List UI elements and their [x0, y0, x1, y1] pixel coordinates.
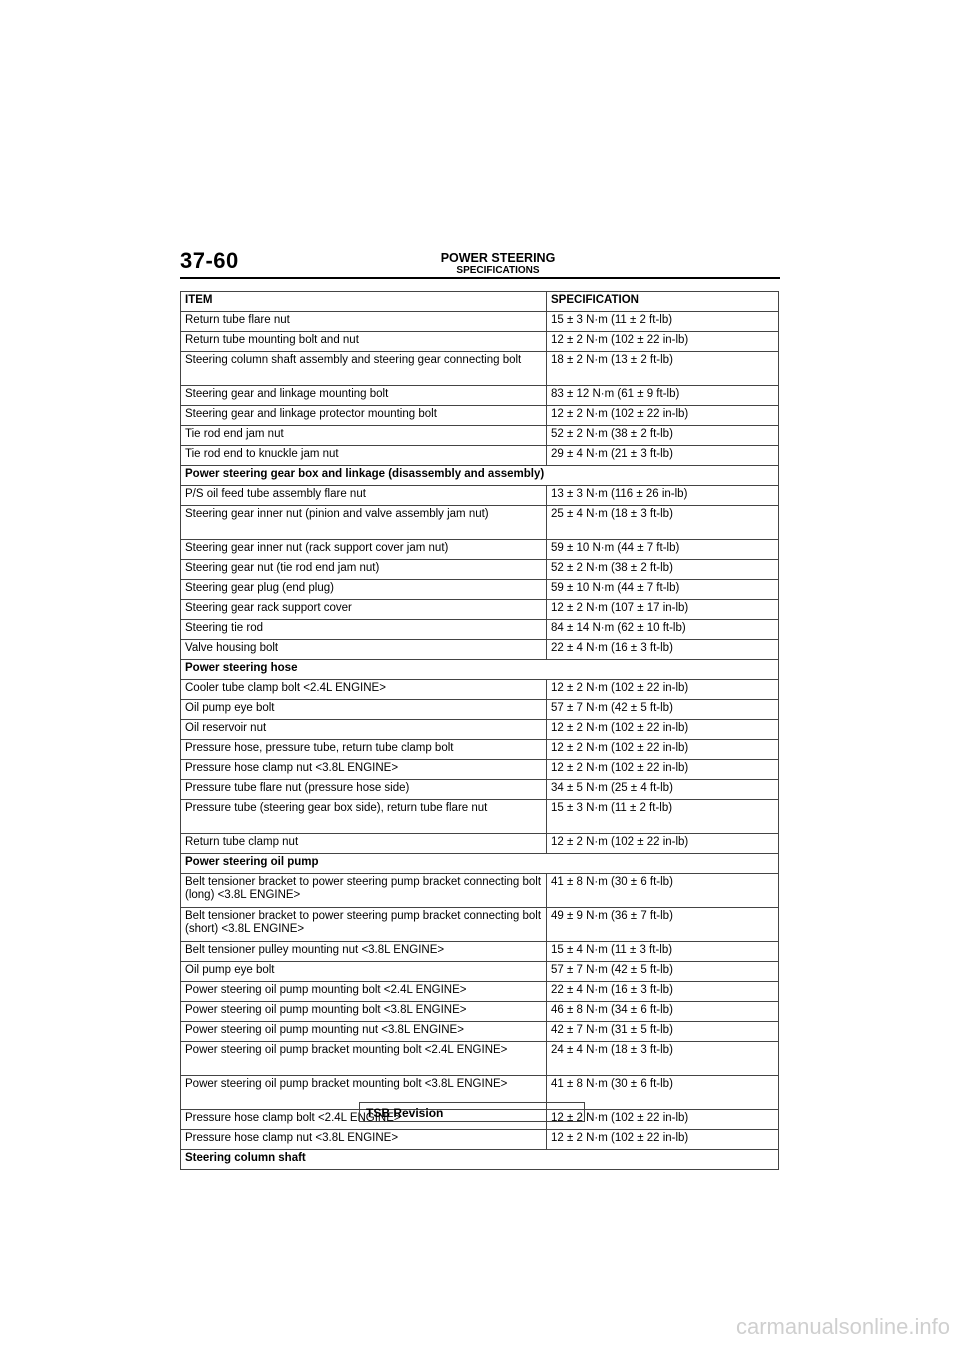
table-row	[181, 800, 779, 834]
specification-cell: 84 ± 14 N·m (62 ± 10 ft-lb)	[547, 620, 779, 640]
item-cell: Steering gear plug (end plug)	[181, 580, 547, 600]
specification-cell: 12 ± 2 N·m (102 ± 22 in-lb)	[547, 1130, 779, 1150]
page-number: 37-60	[180, 248, 239, 273]
specification-cell: 29 ± 4 N·m (21 ± 3 ft-lb)	[547, 446, 779, 466]
specification-cell: 25 ± 4 N·m (18 ± 3 ft-lb)	[547, 506, 779, 540]
item-cell: Pressure tube flare nut (pressure hose side)	[181, 780, 547, 800]
item-cell: Return tube mounting bolt and nut	[181, 332, 547, 352]
item-cell: Tie rod end jam nut	[181, 426, 547, 446]
specification-cell: 59 ± 10 N·m (44 ± 7 ft-lb)	[547, 580, 779, 600]
item-cell: Pressure tube (steering gear box side), return tube flare nut	[181, 800, 547, 834]
table-row	[181, 982, 779, 1002]
specification-cell: 57 ± 7 N·m (42 ± 5 ft-lb)	[547, 962, 779, 982]
table-header-row	[181, 292, 779, 312]
item-cell: Power steering oil pump bracket mounting bolt <3.8L ENGINE>	[181, 1076, 547, 1110]
table-row	[181, 446, 779, 466]
table-row	[181, 406, 779, 426]
item-cell: Steering tie rod	[181, 620, 547, 640]
table-row	[181, 620, 779, 640]
table-row	[181, 760, 779, 780]
specification-cell: 13 ± 3 N·m (116 ± 26 in-lb)	[547, 486, 779, 506]
table-row	[181, 740, 779, 760]
section-subtitle: SPECIFICATIONS	[456, 265, 540, 276]
item-cell: Valve housing bolt	[181, 640, 547, 660]
specification-cell: 12 ± 2 N·m (102 ± 22 in-lb)	[547, 740, 779, 760]
header-rule	[180, 277, 780, 279]
specification-cell: 18 ± 2 N·m (13 ± 2 ft-lb)	[547, 352, 779, 386]
table-row	[181, 640, 779, 660]
watermark: carmanualsonline.info	[735, 1314, 950, 1339]
specification-cell: 22 ± 4 N·m (16 ± 3 ft-lb)	[547, 640, 779, 660]
specification-cell: 12 ± 2 N·m (102 ± 22 in-lb)	[547, 834, 779, 854]
table-row	[181, 700, 779, 720]
item-cell: Pressure hose, pressure tube, return tube clamp bolt	[181, 740, 547, 760]
table-section-row	[181, 466, 779, 486]
table-row	[181, 780, 779, 800]
item-cell: Belt tensioner pulley mounting nut <3.8L ENGINE>	[181, 942, 547, 962]
table-section-row	[181, 660, 779, 680]
table-row	[181, 962, 779, 982]
item-cell: Oil reservoir nut	[181, 720, 547, 740]
specification-cell: 12 ± 2 N·m (102 ± 22 in-lb)	[547, 406, 779, 426]
table-row	[181, 720, 779, 740]
specification-cell: 12 ± 2 N·m (107 ± 17 in-lb)	[547, 600, 779, 620]
item-cell: P/S oil feed tube assembly flare nut	[181, 486, 547, 506]
specification-cell: 22 ± 4 N·m (16 ± 3 ft-lb)	[547, 982, 779, 1002]
table-row	[181, 1130, 779, 1150]
column-header-specification: SPECIFICATION	[547, 292, 779, 312]
table-row	[181, 1042, 779, 1076]
table-row	[181, 908, 779, 942]
section-heading: Steering column shaft	[181, 1150, 779, 1170]
table-row	[181, 834, 779, 854]
item-cell: Belt tensioner bracket to power steering pump bracket connecting bolt (short) <3.8L ENGINE>	[181, 908, 547, 942]
specification-cell: 42 ± 7 N·m (31 ± 5 ft-lb)	[547, 1022, 779, 1042]
specification-cell: 15 ± 4 N·m (11 ± 3 ft-lb)	[547, 942, 779, 962]
item-cell: Steering gear inner nut (pinion and valve assembly jam nut)	[181, 506, 547, 540]
item-cell: Belt tensioner bracket to power steering pump bracket connecting bolt (long) <3.8L ENGINE>	[181, 874, 547, 908]
spec-table	[180, 291, 779, 1170]
item-cell: Steering column shaft assembly and steering gear connecting bolt	[181, 352, 547, 386]
item-cell: Pressure hose clamp nut <3.8L ENGINE>	[181, 1130, 547, 1150]
section-heading: Power steering gear box and linkage (disassembly and assembly)	[181, 466, 779, 486]
tsb-revision-label: TSB Revision	[366, 1106, 444, 1120]
table-body	[181, 312, 779, 1170]
specification-cell: 12 ± 2 N·m (102 ± 22 in-lb)	[547, 720, 779, 740]
item-cell: Steering gear inner nut (rack support cover jam nut)	[181, 540, 547, 560]
specification-cell: 15 ± 3 N·m (11 ± 2 ft-lb)	[547, 800, 779, 834]
item-cell: Power steering oil pump mounting nut <3.8L ENGINE>	[181, 1022, 547, 1042]
item-cell: Power steering oil pump bracket mounting bolt <2.4L ENGINE>	[181, 1042, 547, 1076]
table-row	[181, 312, 779, 332]
table-row	[181, 486, 779, 506]
specification-cell: 57 ± 7 N·m (42 ± 5 ft-lb)	[547, 700, 779, 720]
item-cell: Oil pump eye bolt	[181, 962, 547, 982]
item-cell: Steering gear rack support cover	[181, 600, 547, 620]
item-cell: Tie rod end to knuckle jam nut	[181, 446, 547, 466]
table-row	[181, 506, 779, 540]
specification-cell: 46 ± 8 N·m (34 ± 6 ft-lb)	[547, 1002, 779, 1022]
specification-cell: 15 ± 3 N·m (11 ± 2 ft-lb)	[547, 312, 779, 332]
specification-cell: 12 ± 2 N·m (102 ± 22 in-lb)	[547, 760, 779, 780]
section-heading: Power steering oil pump	[181, 854, 779, 874]
section-heading: Power steering hose	[181, 660, 779, 680]
item-cell: Power steering oil pump mounting bolt <3.8L ENGINE>	[181, 1002, 547, 1022]
table-section-row	[181, 1150, 779, 1170]
item-cell: Steering gear and linkage mounting bolt	[181, 386, 547, 406]
table-row	[181, 426, 779, 446]
item-cell: Cooler tube clamp bolt <2.4L ENGINE>	[181, 680, 547, 700]
table-row	[181, 874, 779, 908]
specification-cell: 12 ± 2 N·m (102 ± 22 in-lb)	[547, 332, 779, 352]
specification-cell: 12 ± 2 N·m (102 ± 22 in-lb)	[547, 1110, 779, 1130]
table-row	[181, 560, 779, 580]
specification-cell: 59 ± 10 N·m (44 ± 7 ft-lb)	[547, 540, 779, 560]
specification-cell: 12 ± 2 N·m (102 ± 22 in-lb)	[547, 680, 779, 700]
table-row	[181, 352, 779, 386]
table-row	[181, 540, 779, 560]
item-cell: Return tube clamp nut	[181, 834, 547, 854]
specification-cell: 41 ± 8 N·m (30 ± 6 ft-lb)	[547, 874, 779, 908]
specification-cell: 49 ± 9 N·m (36 ± 7 ft-lb)	[547, 908, 779, 942]
section-title: POWER STEERING	[440, 251, 556, 265]
table-row	[181, 332, 779, 352]
specification-cell: 83 ± 12 N·m (61 ± 9 ft-lb)	[547, 386, 779, 406]
item-cell: Steering gear and linkage protector mounting bolt	[181, 406, 547, 426]
tsb-revision-box	[359, 1102, 585, 1122]
item-cell: Return tube flare nut	[181, 312, 547, 332]
item-cell: Pressure hose clamp nut <3.8L ENGINE>	[181, 760, 547, 780]
specification-cell: 41 ± 8 N·m (30 ± 6 ft-lb)	[547, 1076, 779, 1110]
table-row	[181, 1002, 779, 1022]
specification-cell: 52 ± 2 N·m (38 ± 2 ft-lb)	[547, 560, 779, 580]
item-cell: Pressure hose clamp bolt <2.4L ENGINE>	[181, 1110, 547, 1130]
table-row	[181, 680, 779, 700]
item-cell: Oil pump eye bolt	[181, 700, 547, 720]
table-row	[181, 386, 779, 406]
item-cell: Steering gear nut (tie rod end jam nut)	[181, 560, 547, 580]
table-section-row	[181, 854, 779, 874]
item-cell: Power steering oil pump mounting bolt <2.4L ENGINE>	[181, 982, 547, 1002]
table-row	[181, 580, 779, 600]
specification-cell: 24 ± 4 N·m (18 ± 3 ft-lb)	[547, 1042, 779, 1076]
table-row	[181, 1022, 779, 1042]
table-row	[181, 942, 779, 962]
column-header-item: ITEM	[181, 292, 547, 312]
specification-cell: 52 ± 2 N·m (38 ± 2 ft-lb)	[547, 426, 779, 446]
specification-cell: 34 ± 5 N·m (25 ± 4 ft-lb)	[547, 780, 779, 800]
table-row	[181, 600, 779, 620]
